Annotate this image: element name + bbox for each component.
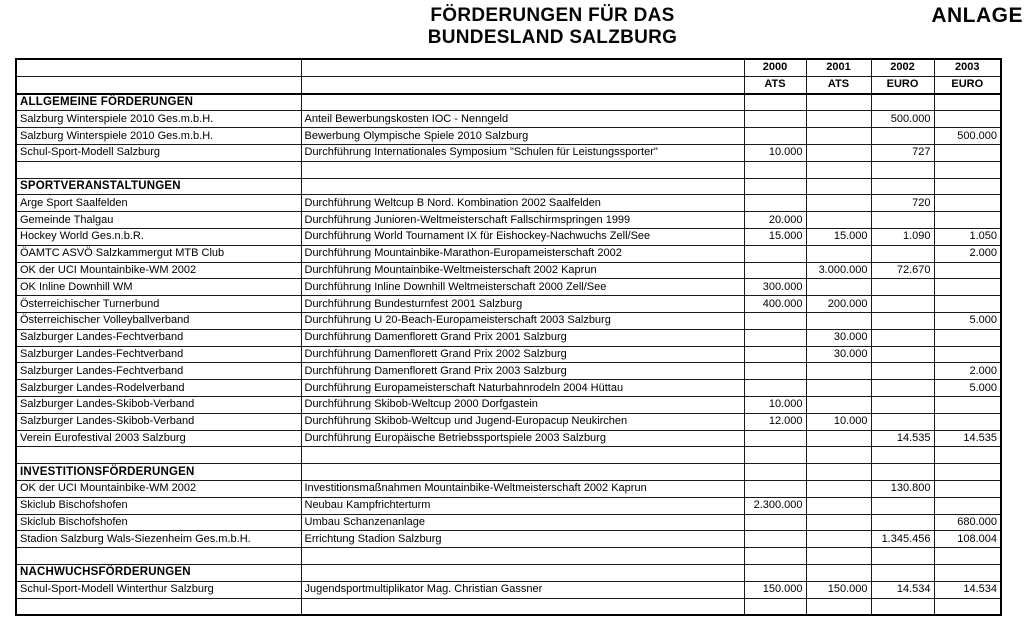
- value-cell-2001: [806, 531, 871, 548]
- value-cell-2003: 14.534: [934, 581, 1001, 598]
- table-row: [16, 228, 1001, 245]
- table-row: [16, 262, 1001, 279]
- value-cell-2000: [744, 161, 806, 178]
- value-cell-2003: [934, 497, 1001, 514]
- value-cell-2003: [934, 346, 1001, 363]
- purpose-cell: Bewerbung Olympische Spiele 2010 Salzburg: [301, 128, 744, 145]
- value-cell-2002: [871, 514, 934, 531]
- value-cell-2002: [871, 94, 934, 111]
- value-cell-2000: 15.000: [744, 228, 806, 245]
- spacer-row: [16, 161, 1001, 178]
- value-cell-2002: [871, 363, 934, 380]
- purpose-cell: [301, 464, 744, 481]
- value-cell-2003: [934, 161, 1001, 178]
- organisation-cell: OK Inline Downhill WM: [16, 279, 301, 296]
- value-cell-2000: [744, 480, 806, 497]
- value-cell-2000: [744, 430, 806, 447]
- organisation-cell: Verein Eurofestival 2003 Salzburg: [16, 430, 301, 447]
- purpose-cell: [301, 548, 744, 565]
- value-cell-2000: 20.000: [744, 212, 806, 229]
- organisation-cell: OK der UCI Mountainbike-WM 2002: [16, 480, 301, 497]
- document-title: [330, 5, 775, 49]
- value-cell-2003: [934, 212, 1001, 229]
- table-row: [16, 144, 1001, 161]
- value-cell-2003: [934, 195, 1001, 212]
- value-cell-2002: 14.534: [871, 581, 934, 598]
- value-cell-2000: [744, 329, 806, 346]
- organisation-cell: Salzburg Winterspiele 2010 Ges.m.b.H.: [16, 111, 301, 128]
- organisation-cell: [16, 447, 301, 464]
- value-cell-2003: [934, 296, 1001, 313]
- value-cell-2002: 727: [871, 144, 934, 161]
- purpose-cell: Durchführung Skibob-Weltcup 2000 Dorfgastein: [301, 396, 744, 413]
- value-cell-2003: [934, 262, 1001, 279]
- value-cell-2001: [806, 94, 871, 111]
- value-cell-2002: 130.800: [871, 480, 934, 497]
- value-cell-2003: 2.000: [934, 245, 1001, 262]
- value-cell-2003: [934, 111, 1001, 128]
- organisation-cell: Salzburger Landes-Rodelverband: [16, 380, 301, 397]
- purpose-cell: Durchführung Mountainbike-Marathon-Europameisterschaft 2002: [301, 245, 744, 262]
- annex-label: ANLAGE: [931, 4, 1023, 27]
- value-cell-2003: [934, 464, 1001, 481]
- spacer-row: [16, 598, 1001, 615]
- value-cell-2001: [806, 128, 871, 145]
- value-cell-2001: [806, 178, 871, 195]
- table-row: [16, 245, 1001, 262]
- document-title-line2: BUNDESLAND SALZBURG: [427, 27, 678, 48]
- value-cell-2002: [871, 296, 934, 313]
- purpose-cell: [301, 447, 744, 464]
- header-purpose-cell: [301, 59, 744, 76]
- value-cell-2000: [744, 447, 806, 464]
- value-cell-2001: [806, 161, 871, 178]
- table-row: [16, 531, 1001, 548]
- value-cell-2002: 14.535: [871, 430, 934, 447]
- value-cell-2001: 10.000: [806, 413, 871, 430]
- purpose-cell: Durchführung Damenflorett Grand Prix 2002 Salzburg: [301, 346, 744, 363]
- table-row: [16, 430, 1001, 447]
- value-cell-2002: 72.670: [871, 262, 934, 279]
- organisation-cell: Skiclub Bischofshofen: [16, 514, 301, 531]
- table-row: [16, 396, 1001, 413]
- value-cell-2000: [744, 245, 806, 262]
- organisation-cell: Schul-Sport-Modell Salzburg: [16, 144, 301, 161]
- value-cell-2002: [871, 161, 934, 178]
- organisation-cell: Salzburger Landes-Skibob-Verband: [16, 396, 301, 413]
- value-cell-2003: [934, 548, 1001, 565]
- value-cell-2003: [934, 413, 1001, 430]
- purpose-cell: Durchführung Europäische Betriebssportspiele 2003 Salzburg: [301, 430, 744, 447]
- value-cell-2003: [934, 178, 1001, 195]
- purpose-cell: Jugendsportmultiplikator Mag. Christian Gassner: [301, 581, 744, 598]
- value-cell-2002: [871, 447, 934, 464]
- value-cell-2001: [806, 111, 871, 128]
- purpose-cell: Durchführung Damenflorett Grand Prix 2001 Salzburg: [301, 329, 744, 346]
- purpose-cell: Durchführung Weltcup B Nord. Kombination 2002 Saalfelden: [301, 195, 744, 212]
- value-cell-2003: [934, 279, 1001, 296]
- value-cell-2003: 1.050: [934, 228, 1001, 245]
- section-title-cell: INVESTITIONSFÖRDERUNGEN: [16, 464, 301, 481]
- organisation-cell: [16, 548, 301, 565]
- value-cell-2002: 1.090: [871, 228, 934, 245]
- organisation-cell: [16, 598, 301, 615]
- value-cell-2003: 680.000: [934, 514, 1001, 531]
- value-cell-2001: [806, 548, 871, 565]
- value-cell-2001: [806, 245, 871, 262]
- value-cell-2000: 10.000: [744, 396, 806, 413]
- header-year-2000: 2000: [744, 59, 806, 76]
- table-row: [16, 363, 1001, 380]
- purpose-cell: Investitionsmaßnahmen Mountainbike-Weltmeisterschaft 2002 Kaprun: [301, 480, 744, 497]
- value-cell-2001: 200.000: [806, 296, 871, 313]
- organisation-cell: Schul-Sport-Modell Winterthur Salzburg: [16, 581, 301, 598]
- purpose-cell: Anteil Bewerbungskosten IOC - Nenngeld: [301, 111, 744, 128]
- table-row: [16, 279, 1001, 296]
- header-year-2002: 2002: [871, 59, 934, 76]
- value-cell-2001: [806, 279, 871, 296]
- value-cell-2000: [744, 531, 806, 548]
- value-cell-2002: [871, 279, 934, 296]
- organisation-cell: Salzburger Landes-Skibob-Verband: [16, 413, 301, 430]
- header-org-cell: [16, 76, 301, 93]
- value-cell-2002: [871, 564, 934, 581]
- value-cell-2000: 400.000: [744, 296, 806, 313]
- purpose-cell: Durchführung Damenflorett Grand Prix 2003 Salzburg: [301, 363, 744, 380]
- organisation-cell: ÖAMTC ASVÖ Salzkammergut MTB Club: [16, 245, 301, 262]
- value-cell-2003: [934, 94, 1001, 111]
- section-title-cell: SPORTVERANSTALTUNGEN: [16, 178, 301, 195]
- value-cell-2000: [744, 262, 806, 279]
- value-cell-2002: 720: [871, 195, 934, 212]
- value-cell-2002: [871, 380, 934, 397]
- value-cell-2001: [806, 497, 871, 514]
- value-cell-2002: [871, 346, 934, 363]
- value-cell-2001: 30.000: [806, 329, 871, 346]
- purpose-cell: [301, 598, 744, 615]
- value-cell-2003: [934, 329, 1001, 346]
- value-cell-2001: [806, 480, 871, 497]
- table-row: [16, 312, 1001, 329]
- value-cell-2000: [744, 195, 806, 212]
- value-cell-2000: [744, 346, 806, 363]
- value-cell-2002: [871, 396, 934, 413]
- purpose-cell: Errichtung Stadion Salzburg: [301, 531, 744, 548]
- value-cell-2003: [934, 144, 1001, 161]
- value-cell-2002: 500.000: [871, 111, 934, 128]
- spacer-row: [16, 447, 1001, 464]
- header-org-cell: [16, 59, 301, 76]
- value-cell-2001: [806, 464, 871, 481]
- value-cell-2002: [871, 245, 934, 262]
- organisation-cell: Österreichischer Volleyballverband: [16, 312, 301, 329]
- purpose-cell: Durchführung Junioren-Weltmeisterschaft Fallschirmspringen 1999: [301, 212, 744, 229]
- header-purpose-cell: [301, 76, 744, 93]
- value-cell-2000: 10.000: [744, 144, 806, 161]
- value-cell-2002: [871, 497, 934, 514]
- header-unit-2001: ATS: [806, 76, 871, 93]
- value-cell-2000: 12.000: [744, 413, 806, 430]
- purpose-cell: Durchführung U 20-Beach-Europameisterschaft 2003 Salzburg: [301, 312, 744, 329]
- value-cell-2003: [934, 447, 1001, 464]
- table-body: [16, 94, 1001, 616]
- value-cell-2000: [744, 548, 806, 565]
- table-row: [16, 329, 1001, 346]
- table-row: [16, 380, 1001, 397]
- value-cell-2000: 150.000: [744, 581, 806, 598]
- value-cell-2000: [744, 598, 806, 615]
- value-cell-2003: [934, 480, 1001, 497]
- purpose-cell: Durchführung Inline Downhill Weltmeisterschaft 2000 Zell/See: [301, 279, 744, 296]
- value-cell-2001: [806, 312, 871, 329]
- value-cell-2003: 14.535: [934, 430, 1001, 447]
- value-cell-2001: [806, 363, 871, 380]
- value-cell-2000: 2.300.000: [744, 497, 806, 514]
- purpose-cell: Durchführung Mountainbike-Weltmeisterschaft 2002 Kaprun: [301, 262, 744, 279]
- value-cell-2003: [934, 598, 1001, 615]
- purpose-cell: Durchführung Internationales Symposium "Schulen für Leistungssporter": [301, 144, 744, 161]
- header-year-2001: 2001: [806, 59, 871, 76]
- value-cell-2001: [806, 380, 871, 397]
- section-title-cell: ALLGEMEINE FÖRDERUNGEN: [16, 94, 301, 111]
- purpose-cell: Durchführung Skibob-Weltcup und Jugend-Europacup Neukirchen: [301, 413, 744, 430]
- value-cell-2002: [871, 413, 934, 430]
- value-cell-2002: [871, 329, 934, 346]
- organisation-cell: OK der UCI Mountainbike-WM 2002: [16, 262, 301, 279]
- table-row: [16, 514, 1001, 531]
- value-cell-2000: 300.000: [744, 279, 806, 296]
- organisation-cell: Gemeinde Thalgau: [16, 212, 301, 229]
- purpose-cell: Durchführung World Tournament IX für Eishockey-Nachwuchs Zell/See: [301, 228, 744, 245]
- organisation-cell: Arge Sport Saalfelden: [16, 195, 301, 212]
- funding-table: [15, 58, 1002, 616]
- value-cell-2000: [744, 363, 806, 380]
- value-cell-2001: [806, 144, 871, 161]
- value-cell-2000: [744, 312, 806, 329]
- table-row: [16, 195, 1001, 212]
- organisation-cell: Skiclub Bischofshofen: [16, 497, 301, 514]
- organisation-cell: Stadion Salzburg Wals-Siezenheim Ges.m.b.H.: [16, 531, 301, 548]
- organisation-cell: Österreichischer Turnerbund: [16, 296, 301, 313]
- value-cell-2001: [806, 514, 871, 531]
- value-cell-2000: [744, 128, 806, 145]
- value-cell-2000: [744, 178, 806, 195]
- table-row: [16, 296, 1001, 313]
- purpose-cell: Neubau Kampfrichterturm: [301, 497, 744, 514]
- organisation-cell: Salzburger Landes-Fechtverband: [16, 329, 301, 346]
- section-header-row: [16, 464, 1001, 481]
- value-cell-2000: [744, 94, 806, 111]
- table-row: [16, 480, 1001, 497]
- value-cell-2000: [744, 514, 806, 531]
- value-cell-2003: 500.000: [934, 128, 1001, 145]
- value-cell-2003: [934, 396, 1001, 413]
- value-cell-2002: [871, 464, 934, 481]
- table-row: [16, 212, 1001, 229]
- value-cell-2002: [871, 312, 934, 329]
- value-cell-2003: 5.000: [934, 312, 1001, 329]
- organisation-cell: Hockey World Ges.n.b.R.: [16, 228, 301, 245]
- purpose-cell: [301, 94, 744, 111]
- table-row: [16, 497, 1001, 514]
- purpose-cell: Durchführung Europameisterschaft Naturbahnrodeln 2004 Hüttau: [301, 380, 744, 397]
- section-title-cell: NACHWUCHSFÖRDERUNGEN: [16, 564, 301, 581]
- value-cell-2002: [871, 598, 934, 615]
- table-row: [16, 346, 1001, 363]
- value-cell-2000: [744, 380, 806, 397]
- value-cell-2001: [806, 447, 871, 464]
- organisation-cell: Salzburger Landes-Fechtverband: [16, 363, 301, 380]
- purpose-cell: [301, 564, 744, 581]
- value-cell-2001: [806, 195, 871, 212]
- value-cell-2002: [871, 212, 934, 229]
- value-cell-2001: [806, 212, 871, 229]
- purpose-cell: [301, 161, 744, 178]
- value-cell-2003: 2.000: [934, 363, 1001, 380]
- value-cell-2000: [744, 111, 806, 128]
- table-row: [16, 581, 1001, 598]
- table-header-years: [16, 59, 1001, 76]
- organisation-cell: Salzburger Landes-Fechtverband: [16, 346, 301, 363]
- value-cell-2000: [744, 564, 806, 581]
- value-cell-2002: [871, 128, 934, 145]
- header-unit-2003: EURO: [934, 76, 1001, 93]
- value-cell-2003: 5.000: [934, 380, 1001, 397]
- purpose-cell: Umbau Schanzenanlage: [301, 514, 744, 531]
- organisation-cell: Salzburg Winterspiele 2010 Ges.m.b.H.: [16, 128, 301, 145]
- value-cell-2001: [806, 396, 871, 413]
- table-row: [16, 111, 1001, 128]
- value-cell-2002: 1.345.456: [871, 531, 934, 548]
- value-cell-2003: 108.004: [934, 531, 1001, 548]
- value-cell-2001: 30.000: [806, 346, 871, 363]
- document-title-line1: FÖRDERUNGEN FÜR DAS: [430, 5, 675, 26]
- value-cell-2001: 3.000.000: [806, 262, 871, 279]
- section-header-row: [16, 178, 1001, 195]
- table-header-units: [16, 76, 1001, 93]
- section-header-row: [16, 564, 1001, 581]
- table-row: [16, 128, 1001, 145]
- value-cell-2001: [806, 430, 871, 447]
- value-cell-2002: [871, 548, 934, 565]
- header-year-2003: 2003: [934, 59, 1001, 76]
- value-cell-2003: [934, 564, 1001, 581]
- value-cell-2001: 15.000: [806, 228, 871, 245]
- value-cell-2002: [871, 178, 934, 195]
- header-unit-2002: EURO: [871, 76, 934, 93]
- header-unit-2000: ATS: [744, 76, 806, 93]
- purpose-cell: Durchführung Bundesturnfest 2001 Salzburg: [301, 296, 744, 313]
- value-cell-2001: [806, 598, 871, 615]
- value-cell-2001: [806, 564, 871, 581]
- value-cell-2001: 150.000: [806, 581, 871, 598]
- spacer-row: [16, 548, 1001, 565]
- value-cell-2000: [744, 464, 806, 481]
- purpose-cell: [301, 178, 744, 195]
- section-header-row: [16, 94, 1001, 111]
- table-row: [16, 413, 1001, 430]
- organisation-cell: [16, 161, 301, 178]
